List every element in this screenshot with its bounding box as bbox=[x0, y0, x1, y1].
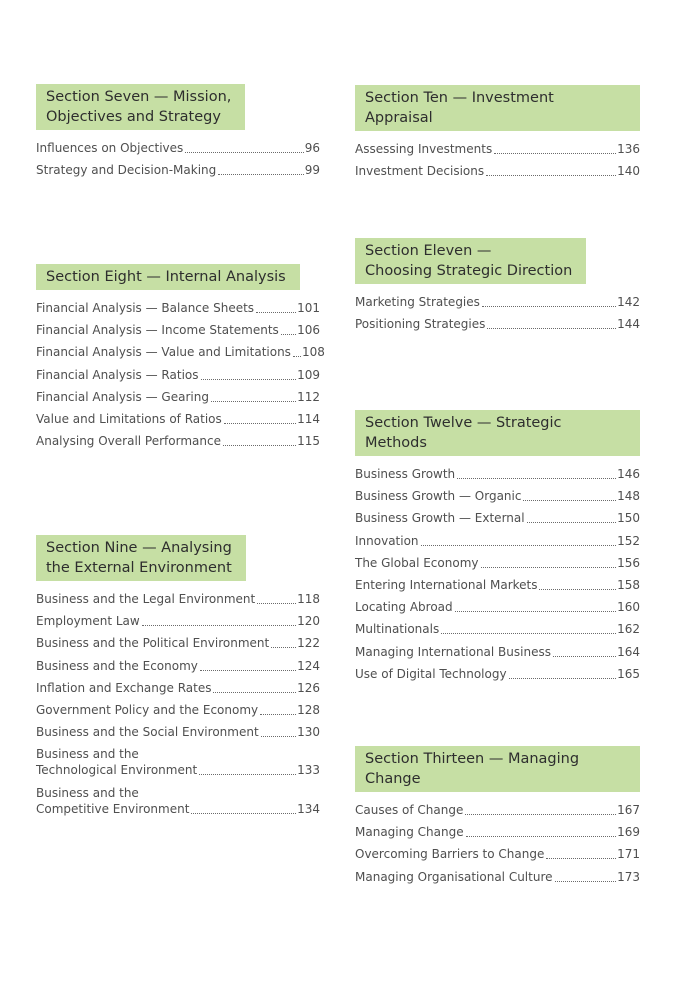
contents-entry[interactable] bbox=[355, 824, 640, 840]
entry-title bbox=[355, 869, 553, 885]
dot-leader bbox=[211, 401, 296, 402]
section-heading-line: Section Nine — Analysing bbox=[46, 540, 232, 556]
dot-leader bbox=[481, 567, 617, 568]
page-number: 130 bbox=[297, 725, 320, 740]
entry-title-line: Technological Environment bbox=[36, 763, 198, 778]
entry-title bbox=[36, 162, 216, 178]
entry-title bbox=[355, 846, 544, 862]
entry-title bbox=[355, 141, 492, 157]
entry-title-line: Entering International Markets bbox=[355, 577, 538, 592]
entry-title bbox=[355, 644, 551, 660]
page-number: 101 bbox=[297, 301, 320, 315]
contents-entry[interactable] bbox=[355, 802, 640, 818]
page-number: 133 bbox=[297, 763, 320, 778]
entry-title bbox=[36, 658, 198, 674]
entry-title bbox=[355, 621, 439, 637]
contents-entry[interactable] bbox=[36, 724, 320, 740]
entry-title bbox=[355, 533, 419, 549]
entry-title bbox=[36, 344, 291, 360]
entry-title bbox=[36, 140, 183, 156]
entry-title bbox=[355, 824, 464, 840]
contents-entry[interactable] bbox=[36, 785, 320, 817]
contents-entry[interactable] bbox=[355, 163, 640, 179]
page-number: 167 bbox=[617, 803, 640, 817]
entry-title bbox=[355, 666, 507, 682]
dot-leader bbox=[465, 814, 616, 815]
dot-leader bbox=[546, 858, 616, 859]
page-number: 164 bbox=[617, 644, 640, 659]
page-number: 140 bbox=[617, 164, 640, 179]
entry-title-line: Business and the Legal Environment bbox=[36, 592, 256, 606]
contents-entry[interactable] bbox=[355, 316, 640, 332]
section-heading bbox=[355, 410, 640, 456]
entry-title bbox=[355, 488, 521, 504]
page-number: 115 bbox=[297, 434, 320, 449]
contents-list bbox=[355, 294, 640, 332]
dot-leader bbox=[201, 379, 297, 380]
page-number: 173 bbox=[617, 869, 640, 884]
dot-leader bbox=[223, 445, 296, 446]
dot-leader bbox=[142, 625, 296, 626]
section-heading bbox=[36, 84, 245, 130]
section-heading-line: Section Eight — Internal Analysis bbox=[46, 269, 286, 285]
dot-leader bbox=[486, 175, 616, 176]
section-heading bbox=[355, 746, 640, 792]
dot-leader bbox=[482, 306, 616, 307]
entry-title-line: Locating Abroad bbox=[355, 600, 453, 615]
entry-title bbox=[36, 746, 197, 778]
contents-entry[interactable] bbox=[355, 466, 640, 482]
dot-leader bbox=[257, 603, 296, 604]
dot-leader bbox=[261, 736, 296, 737]
entry-title-line: Business and the Political Environment bbox=[36, 636, 270, 651]
entry-title-line: Government Policy and the Economy bbox=[36, 702, 259, 717]
contents-entry[interactable] bbox=[36, 658, 320, 674]
page-number: 108 bbox=[301, 345, 325, 360]
dot-leader bbox=[421, 545, 617, 546]
entry-title-line: Financial Analysis — Gearing bbox=[36, 389, 209, 404]
entry-title bbox=[355, 466, 455, 482]
entry-title-line: The Global Economy bbox=[355, 555, 479, 570]
section-thirteen bbox=[355, 746, 640, 891]
page-number: 96 bbox=[304, 141, 320, 155]
contents-entry[interactable] bbox=[355, 141, 640, 157]
page-number: 162 bbox=[617, 622, 640, 637]
contents-entry[interactable] bbox=[355, 294, 640, 310]
dot-leader bbox=[281, 334, 296, 335]
entry-title-line: Managing International Business bbox=[355, 644, 551, 659]
dot-leader bbox=[509, 678, 617, 679]
dot-leader bbox=[494, 153, 616, 154]
entry-title bbox=[355, 577, 537, 593]
dot-leader bbox=[260, 714, 296, 715]
entry-title-line: Business and the bbox=[36, 747, 139, 762]
contents-entry[interactable] bbox=[36, 680, 320, 696]
entry-title-line: Business Growth bbox=[355, 467, 456, 481]
section-heading bbox=[36, 535, 246, 581]
entry-title-line: Inflation and Exchange Rates bbox=[36, 680, 212, 695]
section-heading-line: Objectives and Strategy bbox=[46, 109, 221, 125]
entry-title-line: Influences on Objectives bbox=[36, 141, 184, 155]
page-number: 136 bbox=[617, 142, 640, 156]
contents-entry[interactable] bbox=[36, 411, 320, 427]
entry-title bbox=[36, 724, 259, 740]
contents-entry[interactable] bbox=[355, 510, 640, 526]
page-number: 165 bbox=[617, 666, 640, 681]
contents-entry[interactable] bbox=[36, 344, 325, 360]
page-number: 118 bbox=[297, 592, 320, 606]
entry-title-line: Financial Analysis — Balance Sheets bbox=[36, 301, 255, 315]
entry-title bbox=[355, 316, 485, 332]
page-number: 109 bbox=[297, 367, 320, 382]
contents-entry[interactable] bbox=[355, 533, 640, 549]
page-number: 126 bbox=[297, 680, 320, 695]
section-heading-line: the External Environment bbox=[46, 560, 232, 576]
page-number: 158 bbox=[617, 577, 640, 592]
section-heading bbox=[36, 264, 300, 290]
entry-title-line: Financial Analysis — Income Statements bbox=[36, 323, 279, 338]
entry-title bbox=[355, 294, 480, 310]
contents-entry[interactable] bbox=[355, 621, 640, 637]
page-number: 120 bbox=[297, 614, 320, 629]
entry-title-line: Analysing Overall Performance bbox=[36, 434, 221, 449]
entry-title-line: Financial Analysis — Ratios bbox=[36, 367, 199, 382]
entry-title-line: Innovation bbox=[355, 533, 419, 548]
section-seven bbox=[36, 84, 320, 184]
entry-title bbox=[36, 367, 199, 383]
page-number: 160 bbox=[617, 600, 640, 615]
section-nine bbox=[36, 535, 320, 823]
dot-leader bbox=[293, 356, 301, 357]
entry-title bbox=[36, 785, 189, 817]
contents-entry[interactable] bbox=[355, 555, 640, 571]
entry-title-line: Competitive Environment bbox=[36, 801, 190, 816]
dot-leader bbox=[200, 670, 296, 671]
page-number: 150 bbox=[617, 511, 640, 526]
page-number: 146 bbox=[617, 467, 640, 481]
page-number: 106 bbox=[297, 323, 320, 338]
dot-leader bbox=[555, 881, 617, 882]
page-number: 144 bbox=[617, 317, 640, 332]
contents-entry[interactable] bbox=[355, 869, 640, 885]
contents-entry[interactable] bbox=[36, 746, 320, 778]
dot-leader bbox=[191, 813, 296, 814]
dot-leader bbox=[224, 423, 296, 424]
contents-entry[interactable] bbox=[36, 300, 320, 316]
contents-list bbox=[36, 140, 320, 178]
entry-title-line: Assessing Investments bbox=[355, 142, 493, 156]
contents-entry[interactable] bbox=[36, 322, 320, 338]
entry-title-line: Marketing Strategies bbox=[355, 295, 480, 309]
entry-title bbox=[36, 433, 221, 449]
entry-title-line: Causes of Change bbox=[355, 803, 464, 817]
entry-title bbox=[355, 555, 479, 571]
page-number: 169 bbox=[617, 825, 640, 840]
dot-leader bbox=[553, 656, 616, 657]
contents-entry[interactable] bbox=[36, 140, 320, 156]
contents-entry[interactable] bbox=[355, 666, 640, 682]
page-number: 112 bbox=[297, 389, 320, 404]
page-number: 142 bbox=[617, 295, 640, 309]
contents-entry[interactable] bbox=[355, 644, 640, 660]
dot-leader bbox=[527, 522, 617, 523]
dot-leader bbox=[457, 478, 616, 479]
section-heading-line: Choosing Strategic Direction bbox=[365, 263, 573, 279]
entry-title bbox=[36, 322, 279, 338]
section-heading-line: Section Eleven — bbox=[365, 243, 492, 259]
dot-leader bbox=[218, 174, 303, 175]
section-heading-line: Section Twelve — Strategic Methods bbox=[365, 415, 562, 451]
entry-title bbox=[36, 613, 140, 629]
entry-title-line: Business and the Social Environment bbox=[36, 725, 259, 740]
entry-title-line: Business and the Economy bbox=[36, 658, 198, 673]
section-eleven bbox=[355, 238, 640, 338]
entry-title bbox=[36, 300, 254, 316]
section-heading-line: Section Thirteen — Managing Change bbox=[365, 751, 580, 787]
section-twelve bbox=[355, 410, 640, 688]
contents-entry[interactable] bbox=[36, 433, 320, 449]
contents-list bbox=[36, 591, 320, 817]
entry-title-line: Business and the bbox=[36, 785, 139, 800]
contents-entry[interactable] bbox=[36, 702, 320, 718]
section-heading-line: Section Ten — Investment Appraisal bbox=[365, 90, 554, 126]
contents-entry[interactable] bbox=[36, 591, 320, 607]
dot-leader bbox=[441, 633, 616, 634]
dot-leader bbox=[271, 647, 296, 648]
page-number: 122 bbox=[297, 636, 320, 651]
contents-entry[interactable] bbox=[36, 613, 320, 629]
entry-title bbox=[355, 163, 484, 179]
page-number: 114 bbox=[297, 411, 320, 426]
contents-entry[interactable] bbox=[355, 846, 640, 862]
page-number: 124 bbox=[297, 658, 320, 673]
dot-leader bbox=[213, 692, 296, 693]
entry-title bbox=[36, 411, 222, 427]
entry-title-line: Multinationals bbox=[355, 622, 440, 637]
page-number: 128 bbox=[297, 702, 320, 717]
entry-title-line: Financial Analysis — Value and Limitations bbox=[36, 345, 291, 360]
entry-title-line: Positioning Strategies bbox=[355, 317, 486, 332]
contents-entry[interactable] bbox=[355, 577, 640, 593]
contents-list bbox=[355, 141, 640, 179]
page-number: 148 bbox=[617, 489, 640, 504]
section-heading-line: Section Seven — Mission, bbox=[46, 89, 232, 105]
entry-title bbox=[36, 680, 211, 696]
contents-list bbox=[355, 802, 640, 885]
page-number: 156 bbox=[617, 555, 640, 570]
entry-title-line: Business Growth — Organic bbox=[355, 489, 522, 504]
section-heading bbox=[355, 85, 640, 131]
entry-title-line: Overcoming Barriers to Change bbox=[355, 847, 545, 862]
contents-list bbox=[355, 466, 640, 682]
entry-title-line: Managing Organisational Culture bbox=[355, 869, 553, 884]
dot-leader bbox=[256, 312, 296, 313]
contents-entry[interactable] bbox=[36, 635, 320, 651]
dot-leader bbox=[466, 836, 616, 837]
entry-title bbox=[36, 702, 258, 718]
entry-title bbox=[36, 389, 209, 405]
contents-entry[interactable] bbox=[36, 367, 320, 383]
entry-title-line: Managing Change bbox=[355, 825, 464, 840]
entry-title bbox=[355, 599, 453, 615]
contents-entry[interactable] bbox=[355, 599, 640, 615]
entry-title-line: Strategy and Decision-Making bbox=[36, 163, 217, 178]
page-number: 152 bbox=[617, 533, 640, 548]
entry-title bbox=[355, 510, 525, 526]
section-ten bbox=[355, 85, 640, 185]
contents-list bbox=[36, 300, 325, 449]
contents-entry[interactable] bbox=[36, 162, 320, 178]
section-heading bbox=[355, 238, 586, 284]
dot-leader bbox=[455, 611, 616, 612]
page-number: 99 bbox=[304, 163, 320, 178]
section-eight bbox=[36, 264, 325, 455]
entry-title-line: Investment Decisions bbox=[355, 164, 485, 179]
dot-leader bbox=[539, 589, 616, 590]
dot-leader bbox=[523, 500, 616, 501]
entry-title-line: Use of Digital Technology bbox=[355, 666, 507, 681]
contents-entry[interactable] bbox=[36, 389, 320, 405]
entry-title-line: Employment Law bbox=[36, 614, 140, 629]
dot-leader bbox=[199, 774, 296, 775]
entry-title-line: Business Growth — External bbox=[355, 511, 525, 526]
entry-title bbox=[36, 635, 269, 651]
entry-title bbox=[355, 802, 463, 818]
page-number: 171 bbox=[617, 847, 640, 862]
dot-leader bbox=[185, 152, 303, 153]
entry-title-line: Value and Limitations of Ratios bbox=[36, 411, 222, 426]
entry-title bbox=[36, 591, 255, 607]
page-number: 134 bbox=[297, 801, 320, 816]
dot-leader bbox=[487, 328, 616, 329]
contents-entry[interactable] bbox=[355, 488, 640, 504]
